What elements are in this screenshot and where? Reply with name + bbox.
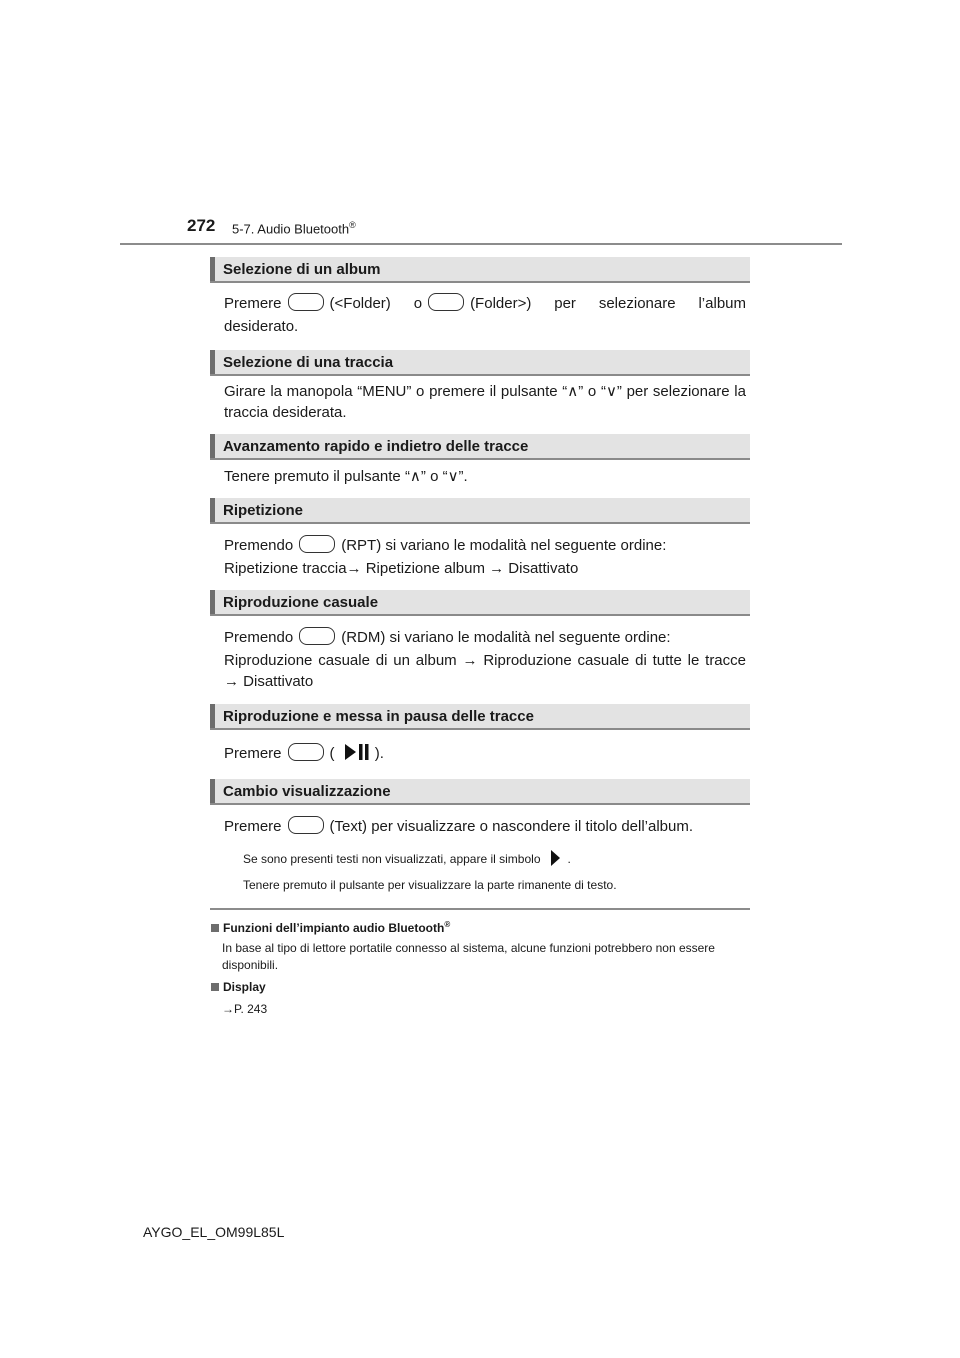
- repeat-instruction: Premendo (RPT) si variano le modalità nel seguente ordine:: [224, 537, 667, 554]
- display-instruction: Premere (Text) per visualizzare o nascondere il titolo dell’album.: [224, 818, 694, 835]
- button-icon: [299, 535, 335, 553]
- button-icon: [288, 293, 324, 311]
- note-heading-functions: Funzioni dell’impianto audio Bluetooth®: [211, 920, 450, 935]
- bullet-square-icon: [211, 924, 219, 932]
- more-text-arrow-icon: [551, 850, 560, 866]
- page-number: 272: [187, 216, 216, 235]
- display-note-hold: Tenere premuto il pulsante per visualizzare la parte rimanente di testo.: [243, 878, 617, 892]
- play-instruction: Premere ( ).: [224, 745, 384, 762]
- random-instruction: Premendo (RDM) si variano le modalità nel seguente ordine:: [224, 629, 671, 646]
- section-title: 5-7. Audio Bluetooth®: [232, 220, 356, 237]
- heading-fast-forward: Avanzamento rapido e indietro delle tracce: [210, 434, 750, 460]
- button-icon: [288, 743, 324, 761]
- track-instruction: Girare la manopola “MENU” o premere il pulsante “∧” o “∨” per selezionare la: [224, 383, 746, 400]
- track-instruction-cont: traccia desiderata.: [224, 404, 347, 421]
- repeat-order: Ripetizione traccia→ Ripetizione album → Disattivato: [224, 560, 579, 577]
- bullet-square-icon: [211, 983, 219, 991]
- button-icon: [288, 816, 324, 834]
- document-code: AYGO_EL_OM99L85L: [143, 1224, 285, 1240]
- notes-divider: [210, 908, 750, 910]
- heading-album: Selezione di un album: [210, 257, 750, 283]
- note-body-functions: In base al tipo di lettore portatile connesso al sistema, alcune funzioni potrebbero non essere disponibili.: [222, 941, 715, 972]
- heading-display: Cambio visualizzazione: [210, 779, 750, 805]
- note-body-display[interactable]: →P. 243: [222, 1002, 268, 1016]
- random-order-cont: → Disattivato: [224, 673, 314, 690]
- heading-repeat: Ripetizione: [210, 498, 750, 524]
- note-heading-display: Display: [211, 980, 266, 994]
- heading-track: Selezione di una traccia: [210, 350, 750, 376]
- album-instruction: Premere (<Folder) o (Folder>) per selezionare l’album: [224, 295, 746, 312]
- display-note-symbol: Se sono presenti testi non visualizzati, appare il simbolo .: [243, 852, 571, 866]
- header-divider: [120, 243, 842, 245]
- button-icon: [299, 627, 335, 645]
- play-pause-icon: [343, 743, 371, 761]
- button-icon: [428, 293, 464, 311]
- random-order: Riproduzione casuale di un album → Riproduzione casuale di tutte le tracce: [224, 652, 746, 669]
- ff-instruction: Tenere premuto il pulsante “∧” o “∨”.: [224, 468, 468, 485]
- heading-play-pause: Riproduzione e messa in pausa delle tracce: [210, 704, 750, 730]
- heading-random: Riproduzione casuale: [210, 590, 750, 616]
- album-instruction-cont: desiderato.: [224, 318, 299, 335]
